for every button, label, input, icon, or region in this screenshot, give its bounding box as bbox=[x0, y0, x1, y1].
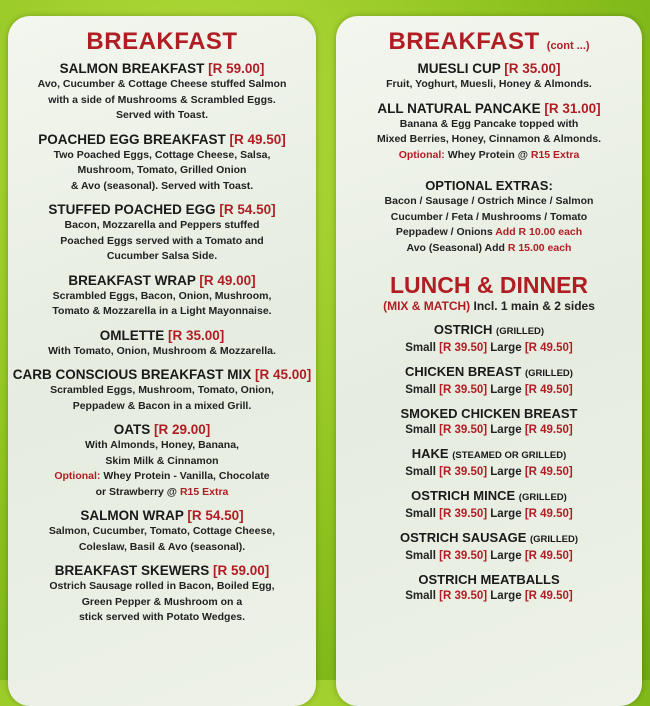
large-price: [R 49.50] bbox=[524, 466, 573, 478]
lunch-item-note: (STEAMED OR GRILLED) bbox=[452, 450, 567, 461]
lunch-item-name-text: OSTRICH MINCE bbox=[411, 488, 516, 503]
item-desc-line: Banana & Egg Pancake topped with bbox=[399, 117, 579, 130]
item-desc-line: Bacon, Mozzarella and Peppers stuffed bbox=[64, 219, 260, 231]
item-desc-line: & Avo (seasonal). Served with Toast. bbox=[70, 179, 254, 192]
item-desc-line: With Almonds, Honey, Banana, bbox=[85, 439, 239, 451]
menu-item bbox=[8, 272, 316, 320]
item-desc-line: Salmon, Cucumber, Tomato, Cottage Cheese, bbox=[48, 525, 276, 537]
item-name bbox=[8, 366, 316, 383]
lunch-item-prices bbox=[336, 422, 642, 438]
menu-item bbox=[8, 327, 316, 360]
large-price: [R 49.50] bbox=[524, 550, 573, 562]
large-price: [R 49.50] bbox=[524, 590, 573, 602]
optional-price: R15 Extra bbox=[179, 485, 229, 498]
large-price: [R 49.50] bbox=[524, 342, 573, 354]
lunch-item-name bbox=[336, 571, 642, 588]
small-label: Small bbox=[405, 424, 436, 436]
lunch-item-name-text: OSTRICH MEATBALLS bbox=[418, 572, 560, 587]
lunch-item bbox=[336, 405, 642, 438]
lunch-item bbox=[336, 445, 642, 480]
item-desc: Fruit, Yoghurt, Muesli, Honey & Almonds. bbox=[386, 78, 592, 90]
optional-label: Optional: bbox=[54, 470, 101, 482]
lunch-item-name-text: HAKE bbox=[411, 446, 449, 461]
menu-item bbox=[8, 366, 316, 414]
small-label: Small bbox=[405, 466, 436, 478]
item-desc-line: Poached Eggs served with a Tomato and bbox=[60, 234, 264, 247]
breakfast-cont-title-text: BREAKFAST bbox=[388, 28, 540, 55]
small-label: Small bbox=[405, 384, 436, 396]
lunch-item-prices bbox=[336, 382, 642, 398]
item-desc-line: Served with Toast. bbox=[116, 109, 208, 121]
large-price: [R 49.50] bbox=[524, 424, 573, 436]
extras-line: Cucumber / Feta / Mushrooms / Tomato bbox=[390, 210, 588, 223]
lunch-item-name bbox=[336, 529, 642, 548]
item-name-text: MUESLI CUP bbox=[417, 61, 501, 76]
lunch-item-prices bbox=[336, 464, 642, 480]
extras-line: Bacon / Sausage / Ostrich Mince / Salmon bbox=[384, 195, 594, 207]
large-label: Large bbox=[490, 508, 522, 520]
item-price: [R 35.00] bbox=[167, 327, 225, 343]
menu-item bbox=[8, 421, 316, 500]
small-price: [R 39.50] bbox=[439, 508, 488, 520]
item-desc-line: With Tomato, Onion, Mushroom & Mozzarella. bbox=[48, 344, 276, 357]
item-price: [R 31.00] bbox=[544, 100, 601, 116]
small-label: Small bbox=[405, 342, 436, 354]
small-price: [R 39.50] bbox=[439, 590, 488, 602]
item-name-text: ALL NATURAL PANCAKE bbox=[377, 100, 541, 116]
optional-text: or Strawberry @ bbox=[95, 485, 178, 498]
item-name bbox=[8, 562, 316, 579]
large-label: Large bbox=[490, 550, 522, 562]
item-desc-line: Cucumber Salsa Side. bbox=[106, 250, 218, 262]
breakfast-panel bbox=[8, 16, 316, 706]
lunch-dinner-title: LUNCH & DINNER bbox=[389, 272, 589, 298]
extras-line bbox=[336, 241, 642, 257]
lunch-item-note: (GRILLED) bbox=[524, 368, 573, 379]
breakfast-cont-panel bbox=[336, 16, 642, 706]
large-price: [R 49.50] bbox=[524, 508, 573, 520]
item-price: [R 35.00] bbox=[504, 61, 561, 76]
item-name bbox=[8, 60, 316, 77]
menu-item bbox=[8, 201, 316, 265]
lunch-item-name-text: SMOKED CHICKEN BREAST bbox=[400, 406, 578, 421]
item-name-text: OMLETTE bbox=[99, 327, 165, 343]
item-name-text: SALMON BREAKFAST bbox=[59, 61, 205, 76]
menu-item-pancake bbox=[336, 100, 642, 164]
breakfast-cont-suffix: (cont ...) bbox=[546, 40, 590, 52]
item-price: [R 59.00] bbox=[213, 563, 270, 578]
item-desc-line: Mushroom, Tomato, Grilled Onion bbox=[77, 164, 247, 176]
lunch-item bbox=[336, 571, 642, 604]
item-name-text: SALMON WRAP bbox=[80, 508, 184, 523]
lunch-item-note: (GRILLED) bbox=[496, 326, 545, 337]
lunch-item-name-text: OSTRICH SAUSAGE bbox=[399, 530, 527, 545]
extras-line bbox=[336, 225, 642, 241]
item-name bbox=[8, 131, 316, 148]
small-label: Small bbox=[405, 590, 436, 602]
item-optional bbox=[8, 469, 316, 485]
menu-item bbox=[8, 131, 316, 195]
small-price: [R 39.50] bbox=[439, 466, 488, 478]
large-label: Large bbox=[490, 384, 522, 396]
item-name bbox=[8, 272, 316, 289]
item-desc-line: Avo, Cucumber & Cottage Cheese stuffed Salmon bbox=[37, 78, 287, 90]
breakfast-cont-title bbox=[336, 28, 642, 56]
lunch-item-note: (GRILLED) bbox=[530, 534, 579, 545]
item-price: [R 54.50] bbox=[219, 202, 276, 217]
lunch-item-prices bbox=[336, 548, 642, 564]
large-label: Large bbox=[490, 466, 522, 478]
lunch-item bbox=[336, 487, 642, 522]
lunch-dinner-items bbox=[336, 321, 642, 604]
extras-title: OPTIONAL EXTRAS: bbox=[425, 178, 553, 193]
lunch-item-name bbox=[336, 487, 642, 506]
small-price: [R 39.50] bbox=[439, 424, 488, 436]
optional-label: Optional: bbox=[398, 148, 445, 161]
extras-price: R 15.00 each bbox=[507, 241, 572, 254]
item-price: [R 54.50] bbox=[187, 508, 244, 523]
optional-price: R15 Extra bbox=[530, 148, 580, 161]
item-desc-line: Tomato & Mozzarella in a Light Mayonnaise. bbox=[52, 305, 272, 317]
extras-text: Avo (Seasonal) Add bbox=[406, 241, 505, 254]
item-name bbox=[8, 327, 316, 344]
item-desc-line: Skim Milk & Cinnamon bbox=[105, 454, 219, 467]
item-name-text: OATS bbox=[113, 422, 151, 437]
item-price: [R 49.50] bbox=[229, 131, 286, 147]
item-desc-line: with a side of Mushrooms & Scrambled Eggs. bbox=[48, 93, 276, 106]
small-price: [R 39.50] bbox=[439, 550, 488, 562]
menu-item bbox=[8, 562, 316, 626]
item-price: [R 59.00] bbox=[208, 61, 265, 76]
menu-item bbox=[8, 507, 316, 555]
breakfast-title: BREAKFAST bbox=[86, 28, 238, 55]
lunch-item-name bbox=[336, 445, 642, 464]
lunch-item-name bbox=[336, 405, 642, 422]
item-desc-line: Ostrich Sausage rolled in Bacon, Boiled Egg, bbox=[49, 580, 275, 592]
small-label: Small bbox=[405, 550, 436, 562]
item-desc-line: Coleslaw, Basil & Avo (seasonal). bbox=[78, 540, 246, 553]
item-desc-line: Two Poached Eggs, Cottage Cheese, Salsa, bbox=[53, 148, 271, 161]
menu-item bbox=[8, 60, 316, 124]
item-optional bbox=[8, 485, 316, 501]
item-desc-line: Peppadew & Bacon in a mixed Grill. bbox=[72, 399, 252, 412]
optional-extras bbox=[336, 177, 642, 256]
large-label: Large bbox=[490, 424, 522, 436]
item-name bbox=[336, 100, 642, 117]
item-name-text: BREAKFAST SKEWERS bbox=[54, 563, 210, 578]
item-name-text: CARB CONSCIOUS BREAKFAST MIX bbox=[12, 367, 252, 382]
item-desc-line: Mixed Berries, Honey, Cinnamon & Almonds. bbox=[376, 133, 602, 145]
optional-text: Whey Protein - Vanilla, Chocolate bbox=[103, 470, 270, 482]
item-name-text: STUFFED POACHED EGG bbox=[48, 202, 216, 217]
item-optional bbox=[336, 148, 642, 164]
mix-match-label: (MIX & MATCH) bbox=[383, 299, 471, 313]
lunch-item-name bbox=[336, 363, 642, 382]
lunch-item-prices bbox=[336, 506, 642, 522]
extras-price: Add R 10.00 each bbox=[495, 226, 583, 238]
large-label: Large bbox=[490, 590, 522, 602]
extras-text: Peppadew / Onions bbox=[395, 226, 493, 238]
breakfast-items bbox=[8, 60, 316, 626]
lunch-item bbox=[336, 363, 642, 398]
lunch-item-name-text: OSTRICH bbox=[433, 322, 493, 337]
lunch-item-name-text: CHICKEN BREAST bbox=[405, 364, 522, 379]
lunch-item-prices bbox=[336, 588, 642, 604]
optional-text: Whey Protein @ bbox=[447, 148, 528, 161]
item-name bbox=[8, 421, 316, 438]
includes-label: Incl. 1 main & 2 sides bbox=[473, 299, 595, 313]
lunch-item-name bbox=[336, 321, 642, 340]
item-name bbox=[8, 201, 316, 218]
item-desc-line: Scrambled Eggs, Mushroom, Tomato, Onion, bbox=[50, 384, 274, 396]
lunch-item bbox=[336, 321, 642, 356]
lunch-item-prices bbox=[336, 340, 642, 356]
item-price: [R 29.00] bbox=[153, 422, 211, 437]
small-price: [R 39.50] bbox=[439, 384, 488, 396]
item-name bbox=[336, 60, 642, 77]
small-label: Small bbox=[405, 508, 436, 520]
lunch-item-note: (GRILLED) bbox=[518, 492, 567, 503]
item-desc-line: Scrambled Eggs, Bacon, Onion, Mushroom, bbox=[52, 289, 272, 302]
item-desc-line: Green Pepper & Mushroom on a bbox=[81, 595, 243, 608]
small-price: [R 39.50] bbox=[439, 342, 488, 354]
item-price: [R 45.00] bbox=[255, 367, 312, 382]
large-label: Large bbox=[490, 342, 522, 354]
item-price: [R 49.00] bbox=[199, 272, 256, 288]
lunch-dinner-subtitle bbox=[336, 299, 642, 313]
item-name-text: POACHED EGG BREAKFAST bbox=[38, 131, 226, 147]
lunch-item bbox=[336, 529, 642, 564]
large-price: [R 49.50] bbox=[524, 384, 573, 396]
menu-item-muesli bbox=[336, 60, 642, 93]
item-name-text: BREAKFAST WRAP bbox=[68, 272, 196, 288]
item-desc-line: stick served with Potato Wedges. bbox=[78, 611, 246, 623]
item-name bbox=[8, 507, 316, 524]
